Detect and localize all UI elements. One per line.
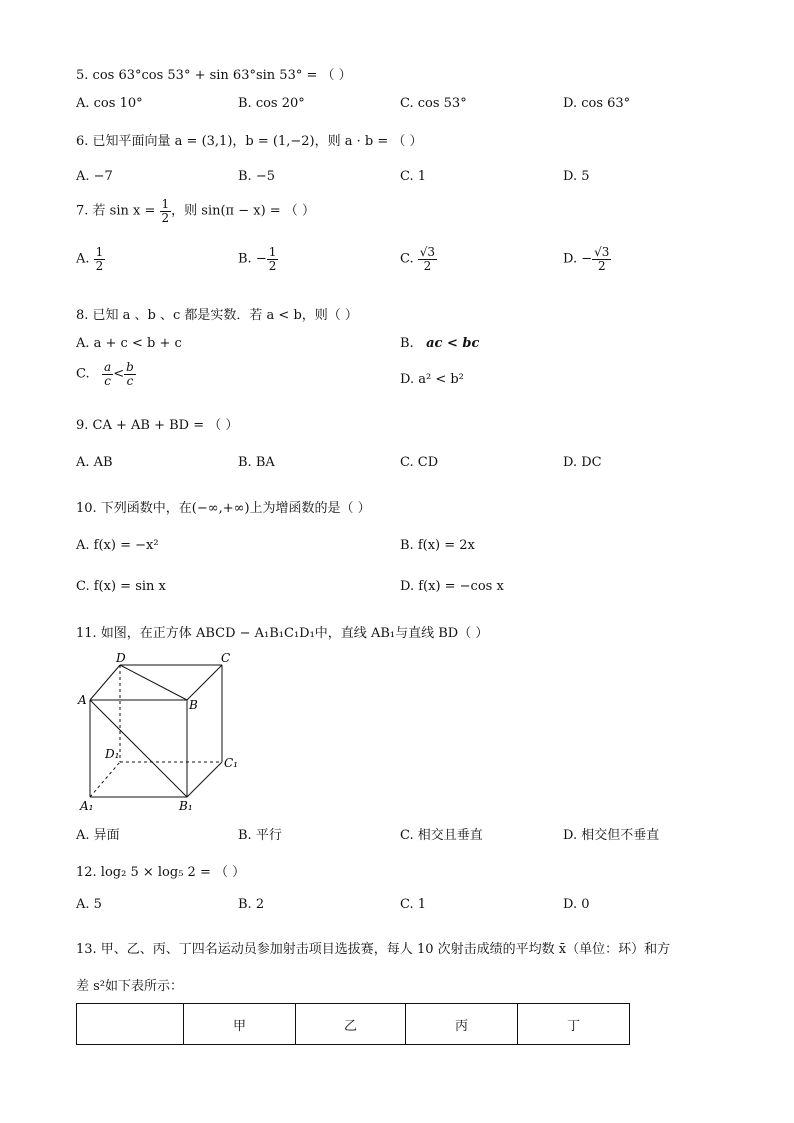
q7-stem: [76, 198, 315, 224]
q10-stem: 10. 下列函数中，在(−∞,+∞)上为增函数的是（ ）: [76, 501, 371, 516]
q13-stem-line1: 13. 甲、乙、丙、丁四名运动员参加射击项目选拔赛，每人 10 次射击成绩的平均数 x̄（单位：环）和方: [76, 942, 671, 957]
q12-option-a: A. 5: [76, 897, 102, 912]
q8-option-c-fraction-right: [124, 361, 136, 387]
q10-option-a: A. f(x) = −x²: [76, 538, 159, 553]
q6-option-c: C. 1: [400, 169, 427, 184]
fraction-numerator: √3: [594, 245, 610, 259]
minus-sign: −: [255, 251, 267, 267]
q6-option-d: D. 5: [563, 169, 590, 184]
option-label: D.: [563, 251, 578, 267]
q6-stem: 6. 已知平面向量 a = (3,1)，b = (1,−2)，则 a · b = （ ）: [76, 134, 423, 149]
q7-option-b: [238, 246, 278, 272]
q11-stem: 11. 如图，在正方体 ABCD − A₁B₁C₁D₁中，直线 AB₁与直线 BD（ ）: [76, 626, 489, 641]
vertex-label-B1: B₁: [179, 799, 193, 813]
q11-option-a: A. 异面: [76, 828, 120, 843]
q11-option-b: B. 平行: [238, 828, 282, 843]
q9-option-c: C. CD: [400, 455, 439, 470]
option-label: B.: [238, 251, 252, 267]
fraction-denominator: c: [126, 373, 134, 388]
fraction-denominator: 2: [597, 258, 606, 273]
edge-A1D1-hidden: [90, 762, 120, 797]
q9-stem: 9. CA + AB + BD = （ ）: [76, 418, 239, 433]
table-header-cell: 丙: [406, 1004, 518, 1045]
q10-option-c: C. f(x) = sin x: [76, 579, 166, 594]
table-row: [77, 1004, 630, 1045]
q5-option-b: B. cos 20°: [238, 96, 305, 111]
q11-option-d: D. 相交但不垂直: [563, 828, 660, 843]
edge-BC: [187, 665, 222, 700]
fraction-denominator: 2: [95, 258, 104, 273]
q7-stem-prefix: 7. 若 sin x =: [76, 203, 160, 219]
cube-figure: [76, 648, 246, 818]
q10-option-b: B. f(x) = 2x: [400, 538, 475, 553]
option-label: A.: [76, 251, 90, 267]
fraction-numerator: 1: [268, 245, 277, 259]
fraction-numerator: √3: [419, 245, 436, 259]
q7-option-b-fraction: [267, 246, 279, 272]
vertex-label-A: A: [78, 693, 87, 707]
q7-option-d: [563, 246, 611, 272]
q7-option-d-fraction: [592, 246, 611, 272]
q8-stem: 8. 已知 a 、b 、c 都是实数．若 a < b，则（ ）: [76, 308, 358, 323]
minus-sign: −: [581, 251, 593, 267]
fraction-denominator: 2: [161, 210, 170, 225]
q8-option-b: [400, 336, 479, 351]
fraction-denominator: 2: [268, 258, 277, 273]
q7-option-c-fraction: [418, 246, 437, 272]
q5-option-d: D. cos 63°: [563, 96, 631, 111]
less-than-sign: <: [113, 366, 125, 382]
q5-option-c: C. cos 53°: [400, 96, 467, 111]
q6-option-a: A. −7: [76, 169, 113, 184]
edge-AD: [90, 665, 120, 700]
q8-option-c: [76, 361, 136, 387]
vertex-label-D: D: [116, 651, 126, 665]
q5-option-a: A. cos 10°: [76, 96, 143, 111]
q12-option-b: B. 2: [238, 897, 265, 912]
q9-option-d: D. DC: [563, 455, 602, 470]
vertex-label-C1: C₁: [224, 756, 238, 770]
fraction-denominator: 2: [423, 258, 432, 273]
table-header-cell: 丁: [518, 1004, 630, 1045]
q7-option-c: [400, 246, 437, 272]
vertex-label-C: C: [221, 651, 231, 665]
q7-option-a-fraction: [94, 246, 106, 272]
q12-option-c: C. 1: [400, 897, 427, 912]
q9-option-a: A. AB: [76, 455, 113, 470]
fraction-denominator: c: [104, 373, 111, 388]
table-header-cell: 乙: [296, 1004, 406, 1045]
q9-option-b: B. BA: [238, 455, 275, 470]
q11-option-c: C. 相交且垂直: [400, 828, 483, 843]
fraction-numerator: b: [126, 360, 134, 374]
q6-option-b: B. −5: [238, 169, 275, 184]
q8-option-d: D. a² < b²: [400, 372, 464, 387]
diagonal-DB: [120, 665, 187, 700]
option-label: C.: [76, 366, 90, 382]
fraction-numerator: a: [104, 360, 112, 374]
option-label: C.: [400, 251, 414, 267]
fraction-numerator: 1: [95, 245, 104, 259]
q12-stem: 12. log₂ 5 × log₅ 2 = （ ）: [76, 865, 246, 880]
vertex-label-D1: D₁: [105, 747, 120, 761]
q7-stem-fraction: [160, 198, 172, 224]
q12-option-d: D. 0: [563, 897, 590, 912]
q8-option-c-fraction-left: [102, 361, 113, 387]
q13-table: [76, 1003, 630, 1045]
q10-option-d: D. f(x) = −cos x: [400, 579, 504, 594]
vertex-label-A1: A₁: [80, 799, 94, 813]
q8-option-b-expr: ac < bc: [426, 336, 480, 351]
fraction-numerator: 1: [161, 197, 170, 211]
q7-stem-suffix: ，则 sin(π − x) = （ ）: [171, 203, 315, 219]
q8-option-a: A. a + c < b + c: [76, 336, 182, 351]
table-header-cell: 甲: [184, 1004, 296, 1045]
q7-option-a: [76, 246, 105, 272]
edge-B1C1: [187, 762, 222, 797]
option-label: B.: [400, 336, 414, 351]
q13-stem-line2: 差 s²如下表所示：: [76, 979, 184, 994]
vertex-label-B: B: [189, 698, 198, 712]
table-header-cell: [77, 1004, 184, 1045]
q5-stem: 5. cos 63°cos 53° + sin 63°sin 53° = （ ）: [76, 68, 352, 83]
